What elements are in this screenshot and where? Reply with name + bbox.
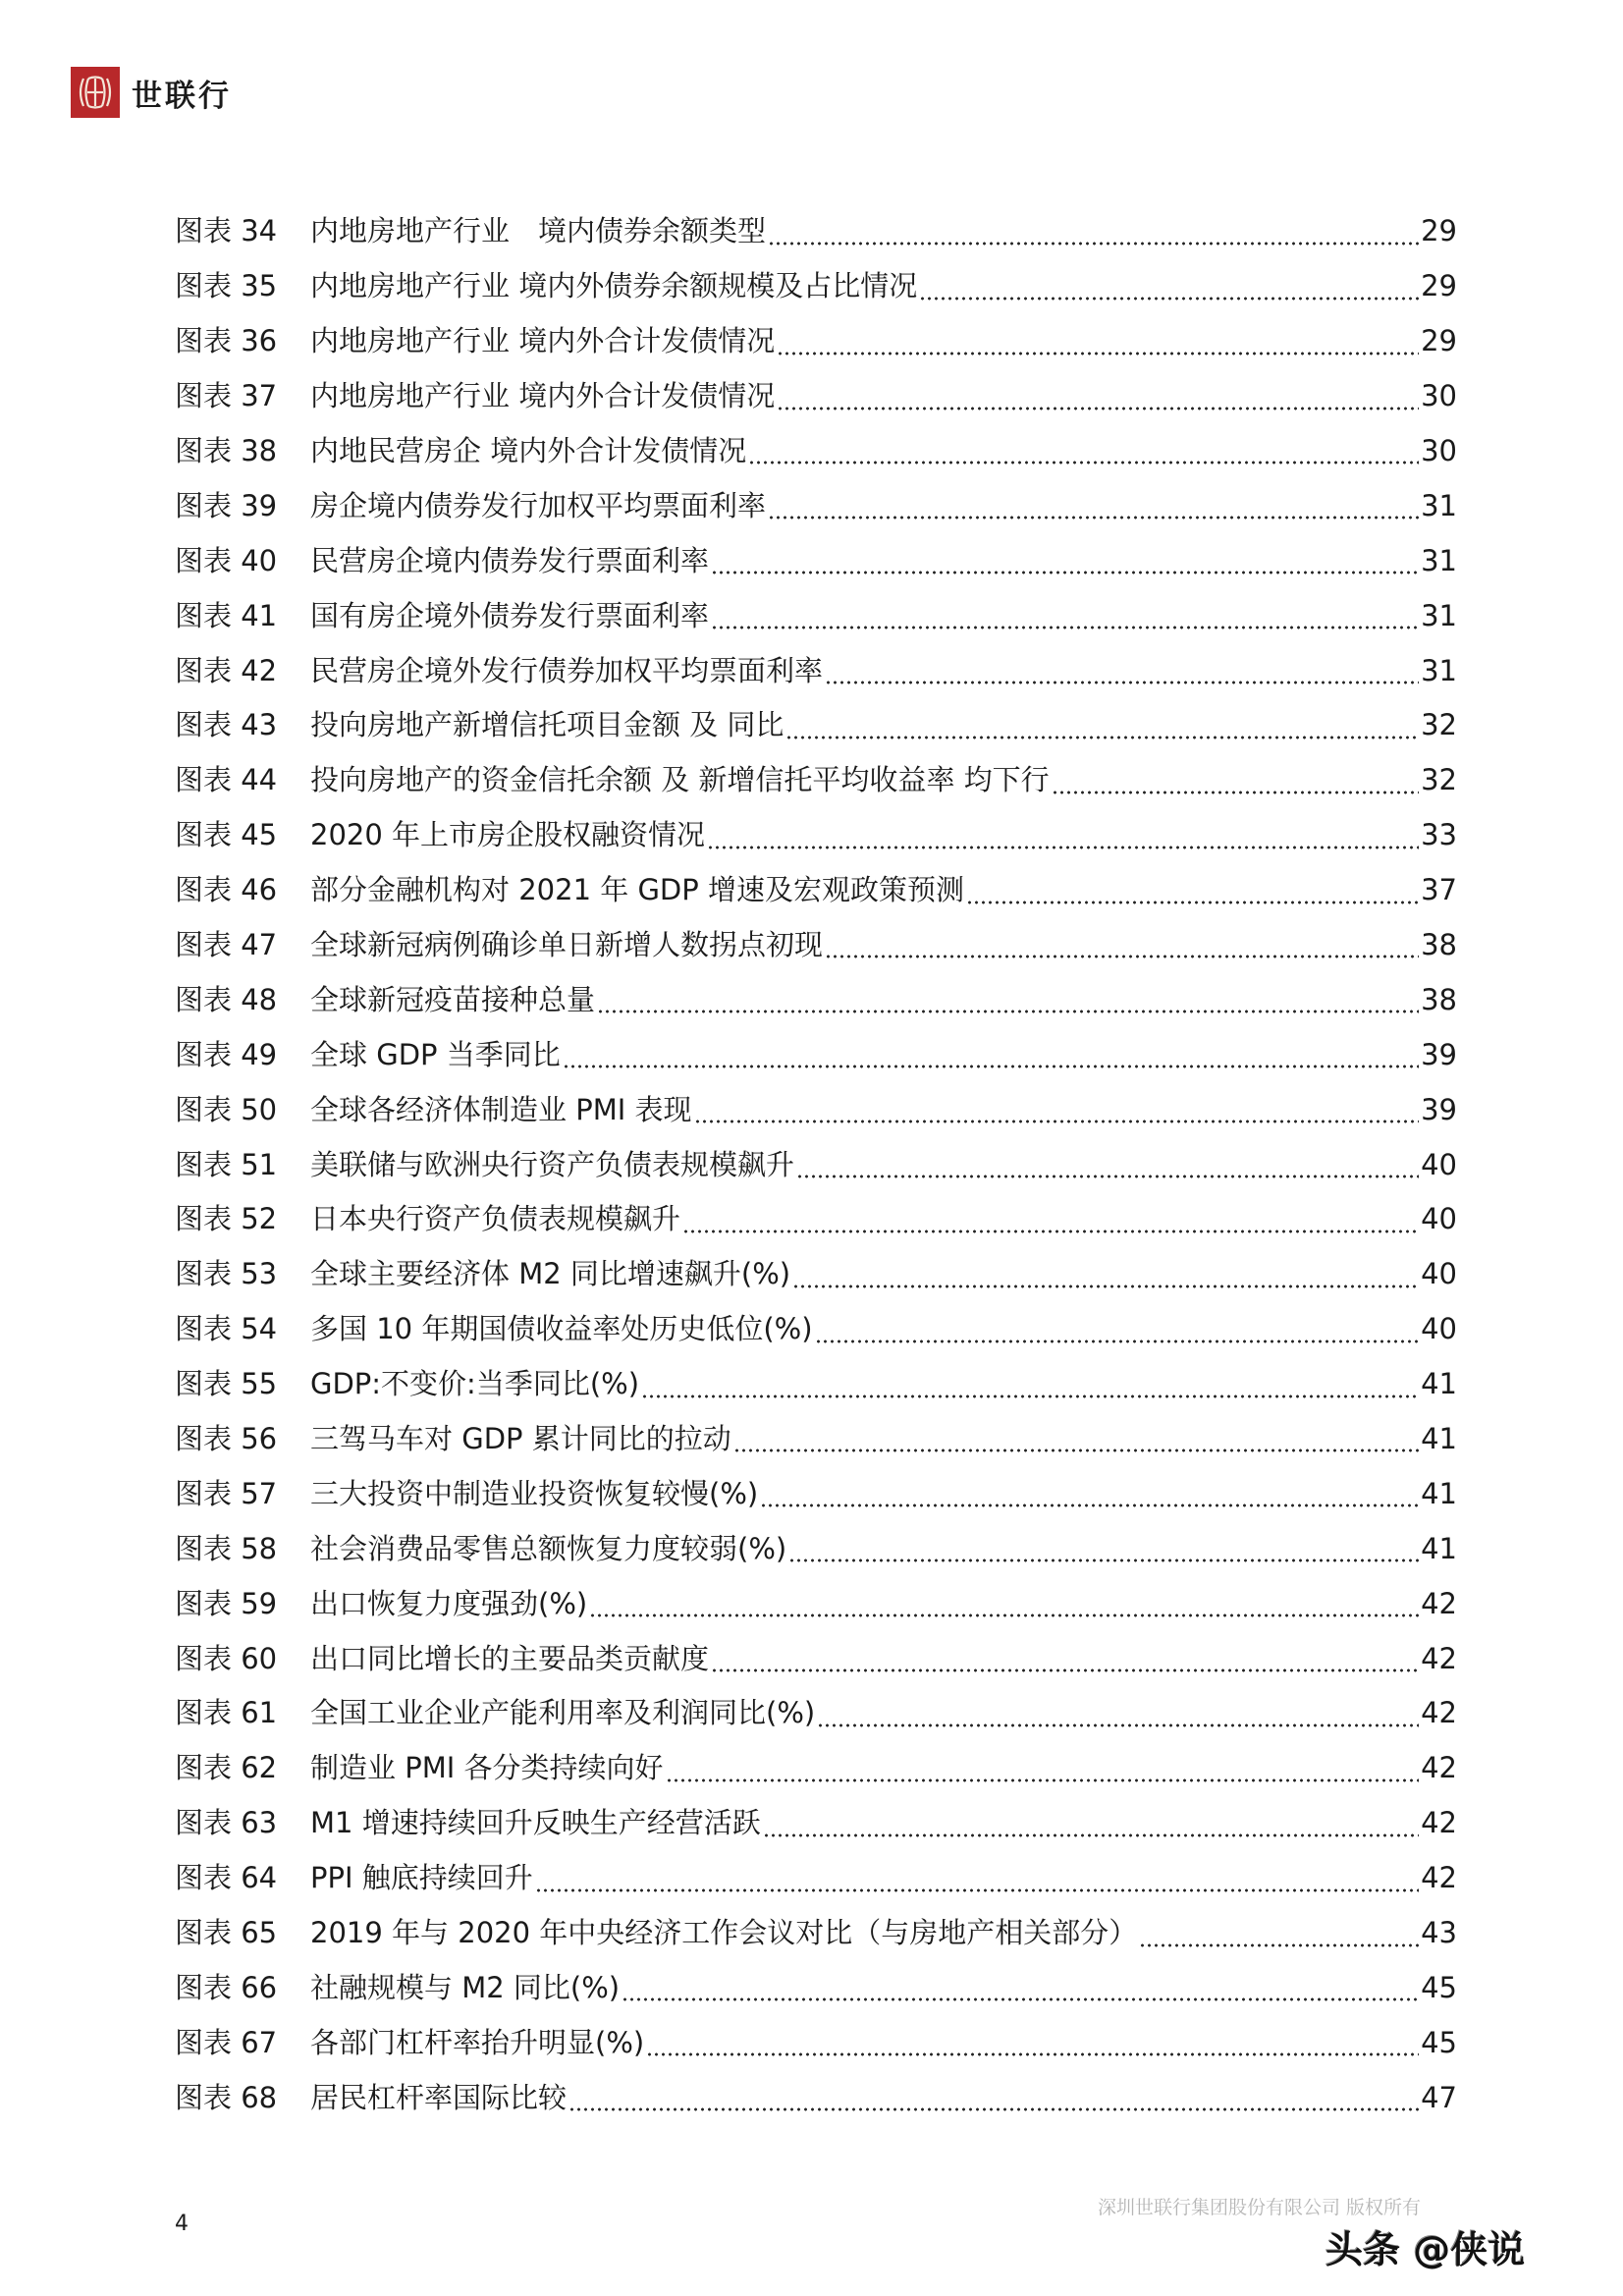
toc-entry[interactable] (175, 1521, 1457, 1576)
toc-entry-title: 房企境内债券发行加权平均票面利率 (310, 488, 767, 522)
toc-entry[interactable] (175, 643, 1457, 698)
dot-leader (777, 407, 1419, 410)
toc-entry[interactable] (175, 1796, 1457, 1851)
toc-entry-page: 45 (1421, 2025, 1457, 2059)
toc-entry-title: 部分金融机构对 2021 年 GDP 增速及宏观政策预测 (310, 873, 964, 907)
watermark: 头条 @侠说 (1325, 2228, 1526, 2271)
toc-entry-label: 图表 40 (175, 543, 278, 577)
toc-entry[interactable] (175, 863, 1457, 918)
toc-entry-page: 42 (1421, 1751, 1457, 1785)
toc-entry-page: 42 (1421, 1696, 1457, 1730)
toc-entry-label: 图表 68 (175, 2080, 278, 2114)
toc-entry-title: 国有房企境外债券发行票面利率 (310, 598, 710, 632)
toc-entry-page: 41 (1421, 1422, 1457, 1456)
toc-entry-page: 40 (1421, 1312, 1457, 1346)
dot-leader (760, 1503, 1419, 1507)
toc-entry-label: 图表 46 (175, 873, 278, 907)
toc-entry-title: 民营房企境外发行债券加权平均票面利率 (310, 653, 824, 687)
toc-entry-title: 各部门杠杆率抬升明显(%) (310, 2025, 645, 2059)
toc-entry-label: 图表 56 (175, 1422, 278, 1456)
toc-entry-label: 图表 45 (175, 818, 278, 852)
toc-entry-page: 39 (1421, 1037, 1457, 1071)
dot-leader (768, 516, 1419, 519)
toc-entry-page: 43 (1421, 1916, 1457, 1950)
dot-leader (825, 681, 1419, 684)
toc-entry[interactable] (175, 1192, 1457, 1247)
toc-entry-label: 图表 57 (175, 1476, 278, 1510)
toc-entry-page: 38 (1421, 982, 1457, 1016)
toc-entry-label: 图表 55 (175, 1367, 278, 1401)
toc-entry-label: 图表 38 (175, 434, 278, 467)
toc-entry-page: 45 (1421, 1970, 1457, 2004)
toc-entry-title: 制造业 PMI 各分类持续向好 (310, 1751, 664, 1785)
toc-entry-page: 31 (1421, 543, 1457, 577)
toc-entry-page: 40 (1421, 1257, 1457, 1291)
dot-leader (792, 1285, 1419, 1288)
dot-leader (785, 736, 1419, 739)
toc-entry-page: 30 (1421, 434, 1457, 467)
toc-entry-label: 图表 47 (175, 928, 278, 962)
toc-entry[interactable] (175, 1302, 1457, 1357)
toc-entry-label: 图表 39 (175, 488, 278, 522)
toc-entry-page: 42 (1421, 1806, 1457, 1840)
toc-entry-page: 29 (1421, 324, 1457, 358)
header-logo (71, 67, 232, 118)
toc-entry-title: 出口同比增长的主要品类贡献度 (310, 1641, 710, 1675)
toc-entry-title: 2019 年与 2020 年中央经济工作会议对比（与房地产相关部分） (310, 1916, 1138, 1950)
dot-leader (535, 1888, 1419, 1892)
toc-entry-page: 29 (1421, 269, 1457, 303)
copyright-notice: 深圳世联行集团股份有限公司 版权所有 (1098, 2197, 1422, 2218)
toc-entry-title: 多国 10 年期国债收益率处历史低位(%) (310, 1312, 813, 1346)
toc-entry[interactable] (175, 1906, 1457, 1961)
dot-leader (646, 2052, 1419, 2056)
dot-leader (1052, 791, 1419, 794)
toc-entry-page: 41 (1421, 1531, 1457, 1565)
toc-entry-title: 内地民营房企 境内外合计发债情况 (310, 434, 747, 467)
dot-leader (568, 2107, 1419, 2111)
toc-entry-page: 30 (1421, 379, 1457, 413)
toc-entry-page: 31 (1421, 598, 1457, 632)
toc-entry-page: 40 (1421, 1202, 1457, 1236)
toc-entry-page: 32 (1421, 763, 1457, 797)
toc-entry[interactable] (175, 1357, 1457, 1412)
toc-entry-title: 日本央行资产负债表规模飙升 (310, 1202, 681, 1236)
dot-leader (597, 1010, 1419, 1013)
toc-entry-label: 图表 63 (175, 1806, 278, 1840)
toc-entry[interactable] (175, 753, 1457, 808)
toc-entry[interactable] (175, 2015, 1457, 2070)
toc-entry-label: 图表 61 (175, 1696, 278, 1730)
dot-leader (919, 297, 1419, 301)
toc-entry-label: 图表 37 (175, 379, 278, 413)
toc-entry-title: PPI 触底持续回升 (310, 1861, 533, 1895)
toc-entry[interactable] (175, 1137, 1457, 1192)
toc-entry-page: 42 (1421, 1586, 1457, 1620)
toc-entry[interactable] (175, 1466, 1457, 1521)
dot-leader (966, 901, 1419, 904)
toc-entry-page: 41 (1421, 1367, 1457, 1401)
toc-entry-page: 41 (1421, 1476, 1457, 1510)
dot-leader (711, 571, 1419, 574)
dot-leader (733, 1449, 1419, 1452)
toc-entry-page: 39 (1421, 1092, 1457, 1126)
toc-entry[interactable] (175, 2070, 1457, 2125)
toc-entry-label: 图表 35 (175, 269, 278, 303)
toc-entry-title: 内地房地产行业 境内外合计发债情况 (310, 324, 776, 358)
toc-entry-title: 三大投资中制造业投资恢复较慢(%) (310, 1476, 759, 1510)
toc-entry-page: 32 (1421, 708, 1457, 742)
toc-entry[interactable] (175, 478, 1457, 533)
toc-entry-title: 民营房企境内债券发行票面利率 (310, 543, 710, 577)
page-number: 4 (175, 2212, 189, 2236)
dot-leader (777, 352, 1419, 355)
toc-entry[interactable] (175, 918, 1457, 973)
dot-leader (641, 1394, 1419, 1398)
toc-entry-page: 42 (1421, 1641, 1457, 1675)
toc-entry[interactable] (175, 424, 1457, 479)
toc-entry-title: 全球 GDP 当季同比 (310, 1037, 561, 1071)
toc-entry-page: 47 (1421, 2080, 1457, 2114)
toc-entry-label: 图表 49 (175, 1037, 278, 1071)
toc-entry-page: 29 (1421, 214, 1457, 248)
toc-entry[interactable] (175, 1247, 1457, 1302)
toc-entry[interactable] (175, 1631, 1457, 1686)
dot-leader (748, 461, 1419, 465)
toc-entry[interactable] (175, 533, 1457, 588)
toc-entry-title: 投向房地产新增信托项目金额 及 同比 (310, 708, 784, 742)
toc-entry-title: 内地房地产行业 境内外合计发债情况 (310, 379, 776, 413)
toc-entry-title: 内地房地产行业 境内债券余额类型 (310, 214, 767, 248)
toc-entry-title: M1 增速持续回升反映生产经营活跃 (310, 1806, 761, 1840)
dot-leader (682, 1230, 1419, 1233)
toc-entry-label: 图表 64 (175, 1861, 278, 1895)
dot-leader (589, 1613, 1419, 1617)
toc-entry-title: 三驾马车对 GDP 累计同比的拉动 (310, 1422, 731, 1456)
dot-leader (763, 1833, 1419, 1837)
toc-entry-label: 图表 53 (175, 1257, 278, 1291)
toc-entry-title: 居民杠杆率国际比较 (310, 2080, 568, 2114)
dot-leader (622, 1997, 1419, 2001)
toc-entry[interactable] (175, 808, 1457, 863)
toc-entry[interactable] (175, 1686, 1457, 1741)
dot-leader (815, 1339, 1420, 1343)
toc-entry[interactable] (175, 369, 1457, 424)
toc-entry-label: 图表 36 (175, 324, 278, 358)
toc-entry-label: 图表 62 (175, 1751, 278, 1785)
toc-entry-title: 内地房地产行业 境内外债券余额规模及占比情况 (310, 269, 918, 303)
toc-entry-label: 图表 66 (175, 1970, 278, 2004)
toc-entry[interactable] (175, 1082, 1457, 1137)
company-logo-icon (71, 67, 120, 118)
toc-entry[interactable] (175, 698, 1457, 753)
toc-entry[interactable] (175, 204, 1457, 259)
toc-entry-page: 31 (1421, 488, 1457, 522)
dot-leader (796, 1175, 1419, 1178)
toc-entry-title: 社会消费品零售总额恢复力度较弱(%) (310, 1531, 787, 1565)
toc-entry[interactable] (175, 1961, 1457, 2016)
toc-entry-title: 全球各经济体制造业 PMI 表现 (310, 1092, 692, 1126)
toc-entry[interactable] (175, 1851, 1457, 1906)
toc-entry-label: 图表 44 (175, 763, 278, 797)
toc-entry-label: 图表 51 (175, 1147, 278, 1181)
toc-entry-label: 图表 52 (175, 1202, 278, 1236)
dot-leader (817, 1723, 1419, 1727)
toc-entry-page: 38 (1421, 928, 1457, 962)
toc-entry-title: GDP:不变价:当季同比(%) (310, 1367, 640, 1401)
toc-entry-label: 图表 48 (175, 982, 278, 1016)
toc-entry-label: 图表 54 (175, 1312, 278, 1346)
dot-leader (768, 242, 1419, 246)
toc-entry-title: 全球新冠疫苗接种总量 (310, 982, 596, 1016)
toc-entry[interactable] (175, 1741, 1457, 1796)
dot-leader (788, 1558, 1419, 1562)
toc-entry-label: 图表 65 (175, 1916, 278, 1950)
toc-entry[interactable] (175, 259, 1457, 314)
dot-leader (666, 1778, 1420, 1782)
toc-entry-label: 图表 50 (175, 1092, 278, 1126)
toc-entry-label: 图表 41 (175, 598, 278, 632)
toc-entry[interactable] (175, 588, 1457, 643)
dot-leader (694, 1120, 1420, 1123)
toc-entry-title: 全国工业企业产能利用率及利润同比(%) (310, 1696, 816, 1730)
toc-entry[interactable] (175, 1027, 1457, 1082)
table-of-figures (175, 204, 1457, 2125)
toc-entry-page: 37 (1421, 873, 1457, 907)
dot-leader (825, 955, 1419, 958)
toc-entry[interactable] (175, 1412, 1457, 1467)
toc-entry-title: 社融规模与 M2 同比(%) (310, 1970, 621, 2004)
toc-entry-page: 33 (1421, 818, 1457, 852)
dot-leader (563, 1065, 1419, 1068)
toc-entry[interactable] (175, 1576, 1457, 1631)
dot-leader (1139, 1943, 1419, 1947)
toc-entry-page: 31 (1421, 653, 1457, 687)
toc-entry-title: 美联储与欧洲央行资产负债表规模飙升 (310, 1147, 795, 1181)
toc-entry-title: 2020 年上市房企股权融资情况 (310, 818, 706, 852)
toc-entry-title: 全球主要经济体 M2 同比增速飙升(%) (310, 1257, 791, 1291)
toc-entry-label: 图表 42 (175, 653, 278, 687)
dot-leader (711, 1668, 1419, 1672)
toc-entry-page: 40 (1421, 1147, 1457, 1181)
dot-leader (711, 626, 1419, 629)
toc-entry-label: 图表 58 (175, 1531, 278, 1565)
toc-entry-label: 图表 34 (175, 214, 278, 248)
toc-entry-title: 投向房地产的资金信托余额 及 新增信托平均收益率 均下行 (310, 763, 1050, 797)
toc-entry[interactable] (175, 972, 1457, 1027)
toc-entry-label: 图表 67 (175, 2025, 278, 2059)
toc-entry-title: 全球新冠病例确诊单日新增人数拐点初现 (310, 928, 824, 962)
dot-leader (707, 846, 1419, 849)
toc-entry-label: 图表 60 (175, 1641, 278, 1675)
toc-entry-label: 图表 59 (175, 1586, 278, 1620)
toc-entry-label: 图表 43 (175, 708, 278, 742)
company-name: 世联行 (132, 78, 232, 114)
toc-entry-page: 42 (1421, 1861, 1457, 1895)
toc-entry-title: 出口恢复力度强劲(%) (310, 1586, 588, 1620)
toc-entry[interactable] (175, 314, 1457, 369)
